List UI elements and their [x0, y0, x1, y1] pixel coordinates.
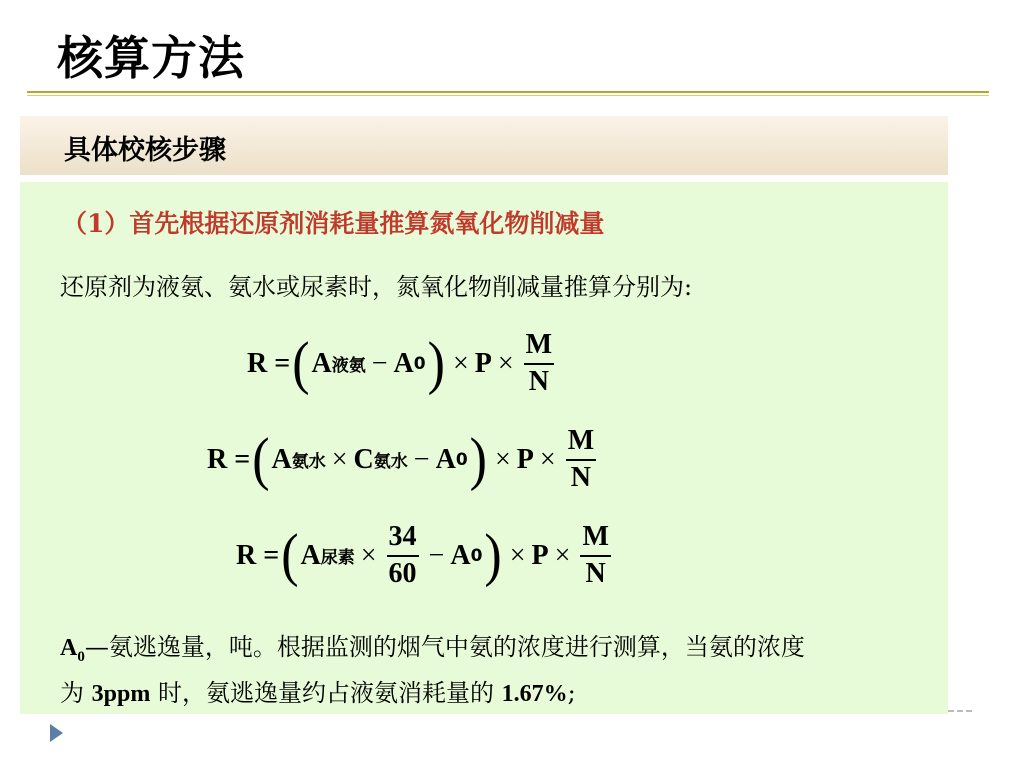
title-rule [27, 91, 989, 93]
eq-var-a0: A [393, 347, 414, 379]
eq-lhs: R = [247, 347, 291, 379]
eq-times: × [494, 443, 511, 475]
note-ppm: 3ppm [91, 680, 151, 707]
eq-minus: − [371, 347, 388, 379]
paren-close: ) [484, 522, 502, 588]
slide-title: 核算方法 [57, 31, 245, 85]
intro-text: 还原剂为液氨、氨水或尿素时，氮氧化物削减量推算分别为: [60, 273, 693, 301]
eq-minus: − [428, 539, 445, 571]
paren-open: ( [252, 426, 270, 492]
paren-close: ) [427, 330, 445, 396]
eq-sub-liquid-ammonia: 液氨 [331, 356, 366, 377]
paren-open: ( [281, 522, 299, 588]
eq-lhs: R = [207, 443, 251, 475]
note-line-2-b: 时，氨逃逸量约占液氨消耗量的 [150, 678, 502, 707]
subtitle: 具体校核步骤 [64, 135, 226, 166]
eq-sub-zero: 0 [413, 353, 426, 374]
eq-minus: − [413, 443, 430, 475]
eq-var-a: A [300, 539, 321, 571]
eq-var-n: N [570, 461, 592, 493]
eq-den-60: 60 [388, 557, 417, 589]
eq-var-p: P [516, 443, 534, 475]
equation-urea [236, 522, 615, 590]
eq-var-c: C [353, 443, 374, 475]
eq-var-a0: A [435, 443, 456, 475]
eq-lhs: R = [236, 539, 280, 571]
fraction-m-n [580, 522, 610, 590]
note-text [60, 629, 940, 712]
eq-times: × [497, 347, 514, 379]
eq-sub-urea: 尿素 [320, 548, 355, 569]
eq-times: × [360, 539, 377, 571]
eq-times: × [554, 539, 571, 571]
eq-var-a: A [271, 443, 292, 475]
fraction-m-n [524, 330, 554, 398]
eq-var-m: M [580, 522, 610, 557]
note-a-sub: 0 [77, 648, 85, 665]
eq-var-a: A [311, 347, 332, 379]
eq-var-n: N [585, 557, 606, 589]
decorative-dots [948, 710, 972, 712]
eq-sub-ammonia-water: 氨水 [373, 452, 408, 473]
eq-sub-zero: 0 [470, 545, 483, 566]
note-a: A [60, 635, 78, 661]
paren-open: ( [292, 330, 310, 396]
subtitle-bar [20, 116, 948, 175]
eq-times: × [539, 443, 556, 475]
eq-var-p: P [474, 347, 492, 379]
eq-times: × [331, 443, 348, 475]
eq-var-n: N [528, 365, 549, 397]
eq-var-m: M [566, 426, 596, 461]
note-line-1 [60, 629, 940, 675]
equation-liquid-ammonia [247, 330, 558, 398]
eq-sub-ammonia-water: 氨水 [291, 452, 326, 473]
fraction-34-60 [387, 522, 419, 590]
eq-var-a0: A [450, 539, 471, 571]
paren-close: ) [469, 426, 487, 492]
note-line-2-a: 为 [60, 678, 92, 707]
eq-num-34: 34 [387, 522, 419, 557]
eq-times: × [509, 539, 526, 571]
content-panel [20, 182, 948, 714]
equation-ammonia-water [207, 426, 600, 494]
step-heading: （1）首先根据还原剂消耗量推算氮氧化物削减量 [62, 209, 605, 238]
title-rule-thin [27, 95, 989, 96]
note-line-2 [60, 675, 940, 712]
note-line-2-end: ; [567, 678, 576, 707]
eq-times: × [452, 347, 469, 379]
play-arrow-icon[interactable] [50, 724, 63, 742]
eq-var-m: M [524, 330, 554, 365]
eq-sub-zero: 0 [455, 449, 468, 470]
eq-var-p: P [531, 539, 549, 571]
note-percent: 1.67% [501, 680, 568, 707]
fraction-m-n [566, 426, 596, 494]
note-line-1-text: —氨逃逸量，吨。根据监测的烟气中氨的浓度进行测算，当氨的浓度 [84, 633, 805, 661]
